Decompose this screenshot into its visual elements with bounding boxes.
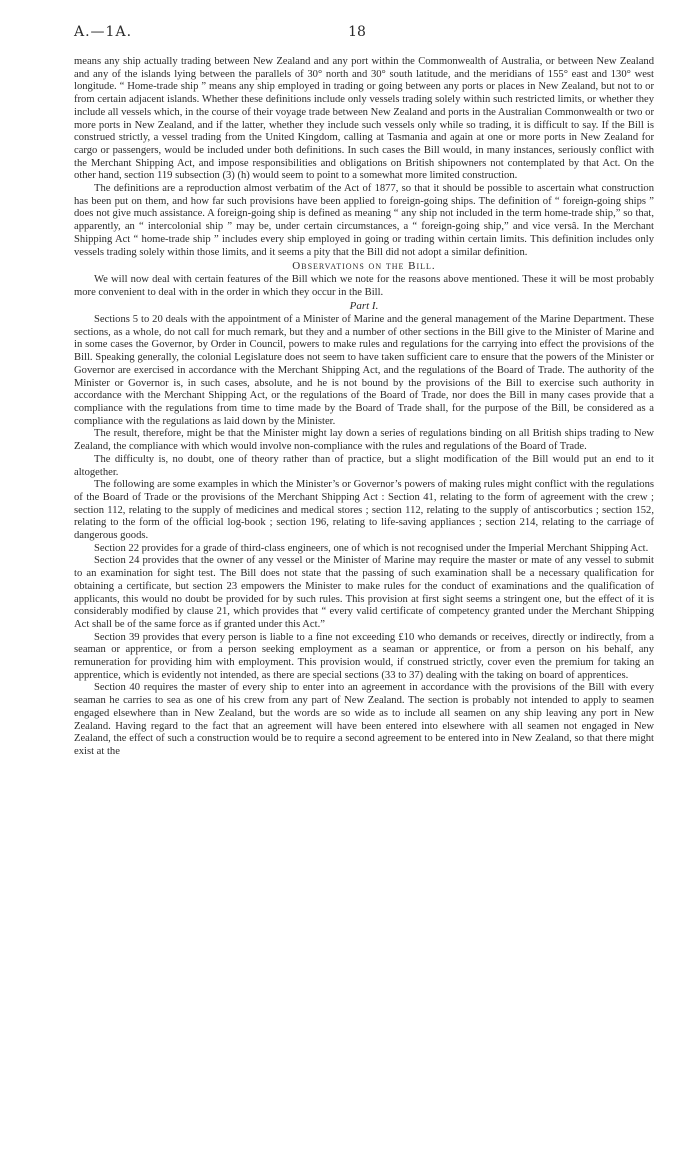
page-header: [74, 24, 640, 44]
paragraph: Section 39 provides that every person is liable to a fine not exceeding £10 who demands or receives, directly or indirectly, from a seaman or apprentice, or from a person seeking employment as a seaman or apprentice, or from a person on his behalf, any remuneration for providing him with employment. This provision would, if construed strictly, cover even the premium for taking an apprentice, which is evidently not intended, as there are special sections (33 to 37) dealing with the taking on board of apprentices.: [74, 631, 654, 681]
paragraph: The following are some examples in which the Minister’s or Governor’s powers of making rules might conflict with the regulations of the Board of Trade or the provisions of the Merchant Shipping Act : Section 41, relating to the form of agreement with the crew ; section 112, relating to the supply of medicines and medical stores ; section 112, relating to the supply of antiscorbutics ; section 152, relating to the form of the official log-book ; section 196, relating to life-saving appliances ; section 214, relating to the carriage of dangerous goods.: [74, 479, 654, 542]
document-reference: A.—1A.: [74, 24, 133, 40]
paragraph: Section 24 provides that the owner of any vessel or the Minister of Marine may require the master or mate of any vessel to submit to an examination for sight test. The Bill does not state that the passing of such examination shall be a necessary qualification for obtaining a certificate, but section 23 empowers the Minister to make rules for the conduct of examinations and the qualification of applicants, this would no doubt be provided for by such rules. This provision at first sight seems a stringent one, but the effect of it is considerably modified by clause 21, which provides that “ every valid certificate of competency granted under the Merchant Shipping Act shall be of the same force as if granted under this Act.”: [74, 555, 654, 630]
paragraph: The definitions are a reproduction almost verbatim of the Act of 1877, so that it should be possible to ascertain what construction has been put on them, and how far such provisions have been applied to foreign-going ships. The definition of “ foreign-going ships ” does not give much assistance. A foreign-going ship is defined as meaning “ any ship not included in the term home-trade ship,” so that, apparently, an “ intercolonial ship ” may be, under certain circumstances, a “ foreign-going ship,” and vice versâ. In the Merchant Shipping Act “ home-trade ship ” includes every ship employed in going or trading within certain limits. This definition includes only vessels trading solely within those limits, and it seems a pity that the Bill did not adopt a similar definition.: [74, 183, 654, 258]
paragraph: The difficulty is, no doubt, one of theory rather than of practice, but a slight modification of the Bill would put an end to it altogether.: [74, 453, 654, 478]
page-number: 18: [348, 24, 366, 40]
paragraph: Section 40 requires the master of every ship to enter into an agreement in accordance with the provisions of the Bill with every seaman he carries to sea as one of his crew from any part of New Zealand. The section is probably not intended to apply to seamen engaged elsewhere than in New Zealand, but the words are so wide as to include all seamen on any ship leaving any port in New Zealand. Having regard to the fact that an agreement will have been entered into elsewhere with all seamen not engaged in New Zealand, the effect of such a construction would be to require a second agreement to be entered into in New Zealand, so that there might exist at the: [74, 682, 654, 757]
paragraph: We will now deal with certain features of the Bill which we note for the reasons above mentioned. These it will be most probably more convenient to deal with in the order in which they occur in the Bill.: [74, 273, 654, 298]
paragraph: The result, therefore, might be that the Minister might lay down a series of regulations binding on all British ships trading to New Zealand, the compliance with which would involve non-compliance with the rules and regulations of the Board of Trade.: [74, 428, 654, 453]
body-text: [74, 56, 654, 759]
paragraph: Sections 5 to 20 deals with the appointment of a Minister of Marine and the general management of the Marine Department. These sections, as a whole, do not call for much remark, but they and a number of other sections in the Bill give to the Minister of Marine and in some cases the Governor, by Order in Council, powers to make rules and regulations for the carrying into effect the provisions of the Bill. Speaking generally, the colonial Legislature does not seem to have taken sufficient care to ensure that the powers of the Minister or Governor are exercised in accordance with the Merchant Shipping Act, and the regulations of the Board of Trade. The authority of the Minister or Governor is, in such cases, absolute, and he is not bound by the provisions of the Bill to exercise such authority in accordance with the Merchant Shipping Act, or the regulations of the Board of Trade, nor does the Bill in many cases provide that a compliance with the regulations from time to time made by the Board of Trade shall, for the purpose of the Bill, be considered as a compliance with the regulations as laid down by the Minister.: [74, 314, 654, 427]
section-heading: Observations on the Bill.: [292, 260, 436, 273]
paragraph: Section 22 provides for a grade of third-class engineers, one of which is not recognised under the Imperial Merchant Shipping Act.: [94, 542, 649, 554]
part-heading: Part I.: [349, 300, 379, 313]
paragraph: means any ship actually trading between New Zealand and any port within the Commonwealth of Australia, or between New Zealand and any of the islands lying between the parallels of 30° north and 30° south latitude, and the meridians of 155° east and 130° west longitude. “ Home-trade ship ” means any ship employed in trading or going between any ports or places in New Zealand, but not to or from certain adjacent islands. Whether these definitions include only vessels trading solely within such restricted limits, or whether they include all vessels which, in the course of their voyage trade between New Zealand and ports in the Australian Commonwealth or two or more ports in New Zealand, and if the latter, whether they include such vessels only while so trading, it is difficult to say. If the Bill is construed strictly, a vessel trading from the United Kingdom, calling at Tasmania and again at one or more ports in New Zealand for cargo or passengers, would be included under both definitions. In such cases the Bill would, in many instances, seriously conflict with the Merchant Shipping Act, and impose responsibilities and obligations on British shipowners not contemplated by that Act. On the other hand, section 119 subsection (3) (h) would seem to point to a somewhat more limited construction.: [74, 56, 654, 182]
